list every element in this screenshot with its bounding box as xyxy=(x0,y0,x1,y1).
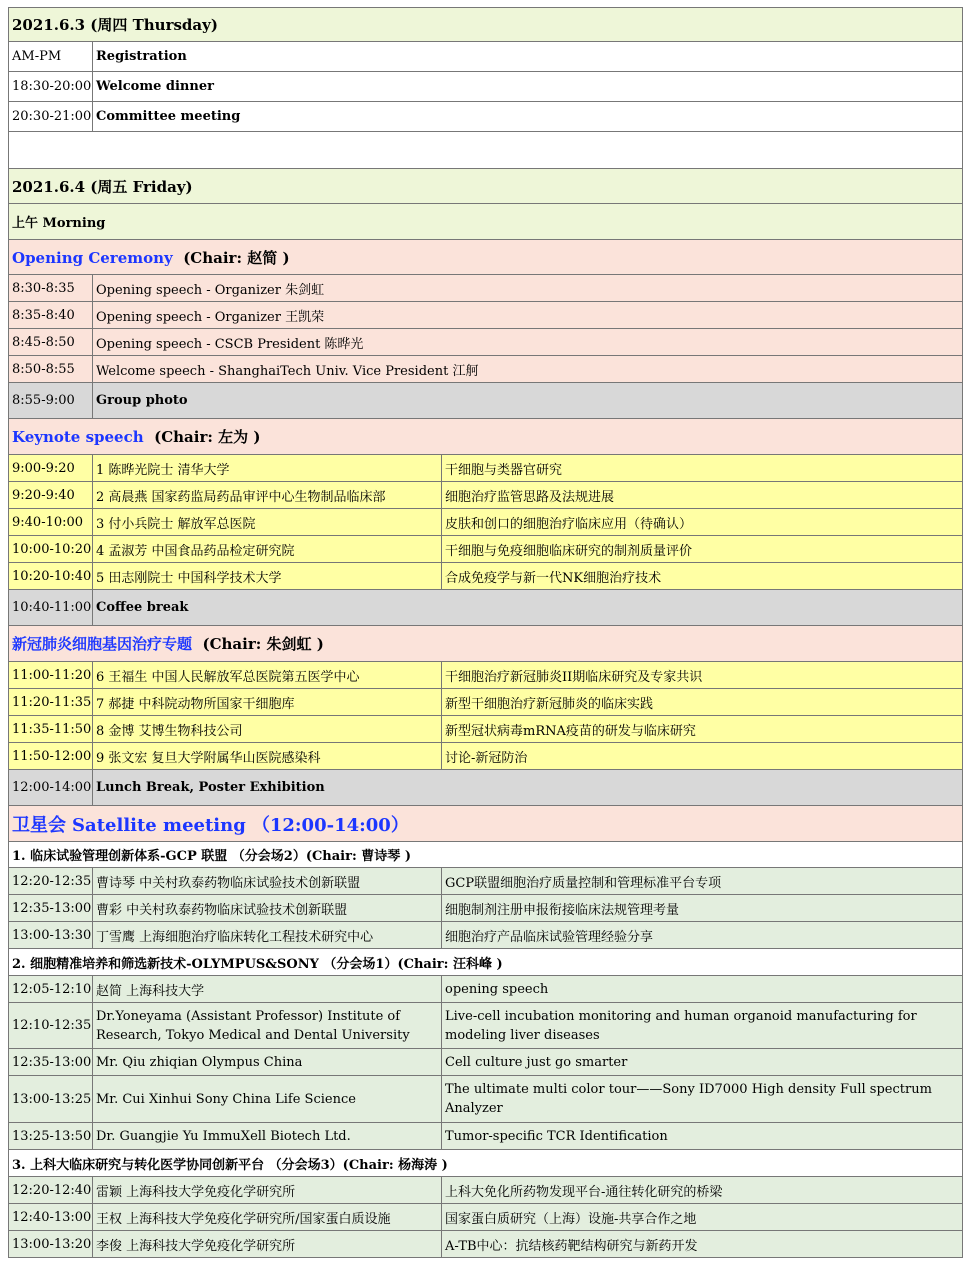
time-cell: 11:00-11:20 xyxy=(9,662,93,689)
speaker-cell: 6 王福生 中国人民解放军总医院第五医学中心 xyxy=(93,662,442,689)
time-cell: 9:00-9:20 xyxy=(9,455,93,482)
item-cell: Opening speech - Organizer 朱剑虹 xyxy=(93,275,963,302)
section-chair: (Chair: 朱剑虹 ) xyxy=(202,635,324,653)
speaker-cell: 4 孟淑芳 中国食品药品检定研究院 xyxy=(93,536,442,563)
day1-row xyxy=(9,42,963,72)
speaker-cell: 王权 上海科技大学免疫化学研究所/国家蛋白质设施 xyxy=(93,1204,442,1231)
section-chair: (Chair: 赵简 ) xyxy=(183,248,290,267)
day1-header: 2021.6.3 (周四 Thursday) xyxy=(9,8,963,42)
time-cell: 12:40-13:00 xyxy=(9,1204,93,1231)
morning-row xyxy=(9,204,963,240)
time-cell: 8:50-8:55 xyxy=(9,356,93,383)
coffee-break-row xyxy=(9,590,963,626)
satellite-time: （12:00-14:00） xyxy=(251,814,409,836)
satellite-title-cn: 卫星会 xyxy=(12,814,66,836)
time-cell: 9:20-9:40 xyxy=(9,482,93,509)
time-cell: 13:25-13:50 xyxy=(9,1123,93,1150)
sub2-row xyxy=(9,1076,963,1123)
speaker-cell: 曹彩 中关村玖泰药物临床试验技术创新联盟 xyxy=(93,895,442,922)
time-cell: 12:05-12:10 xyxy=(9,976,93,1003)
time-cell: 8:35-8:40 xyxy=(9,302,93,329)
covid-row xyxy=(9,743,963,770)
speaker-cell: Mr. Qiu zhiqian Olympus China xyxy=(93,1049,442,1076)
sub2-row xyxy=(9,1003,963,1049)
speaker-cell: 9 张文宏 复旦大学附属华山医院感染科 xyxy=(93,743,442,770)
speaker-cell: Mr. Cui Xinhui Sony China Life Science xyxy=(93,1076,442,1123)
time-cell: 12:35-13:00 xyxy=(9,895,93,922)
speaker-cell: 7 郝捷 中科院动物所国家干细胞库 xyxy=(93,689,442,716)
sub2-row xyxy=(9,1049,963,1076)
sub-session-title-row xyxy=(9,949,963,976)
opening-header-row xyxy=(9,240,963,275)
sub3-row xyxy=(9,1177,963,1204)
topic-cell: 新型干细胞治疗新冠肺炎的临床实践 xyxy=(442,689,963,716)
speaker-cell: Dr. Guangjie Yu ImmuXell Biotech Ltd. xyxy=(93,1123,442,1150)
opening-row xyxy=(9,356,963,383)
opening-row xyxy=(9,302,963,329)
day1-row xyxy=(9,72,963,102)
covid-row xyxy=(9,716,963,743)
keynote-row xyxy=(9,536,963,563)
speaker-cell: 3 付小兵院士 解放军总医院 xyxy=(93,509,442,536)
topic-cell: 干细胞与类器官研究 xyxy=(442,455,963,482)
sub1-row xyxy=(9,922,963,949)
time-cell: AM-PM xyxy=(9,42,93,72)
keynote-header xyxy=(9,419,963,455)
time-cell: 9:40-10:00 xyxy=(9,509,93,536)
item-cell: Welcome dinner xyxy=(93,72,963,102)
opening-header xyxy=(9,240,963,275)
topic-cell: The ultimate multi color tour——Sony ID7000 High density Full spectrum Analyzer xyxy=(442,1076,963,1123)
topic-cell: Live-cell incubation monitoring and human organoid manufacturing for modeling liver diseases xyxy=(442,1003,963,1049)
speaker-cell: 丁雪鹰 上海细胞治疗临床转化工程技术研究中心 xyxy=(93,922,442,949)
sub1-row xyxy=(9,895,963,922)
section-chair: (Chair: 左为 ) xyxy=(154,428,261,446)
speaker-cell: 8 金博 艾博生物科技公司 xyxy=(93,716,442,743)
satellite-header xyxy=(9,806,963,842)
day2-header: 2021.6.4 (周五 Friday) xyxy=(9,169,963,204)
time-cell: 13:00-13:25 xyxy=(9,1076,93,1123)
day1-header-row xyxy=(9,8,963,42)
time-cell: 8:30-8:35 xyxy=(9,275,93,302)
covid-header xyxy=(9,626,963,662)
topic-cell: 上科大免化所药物发现平台-通往转化研究的桥梁 xyxy=(442,1177,963,1204)
time-cell: 10:40-11:00 xyxy=(9,590,93,626)
time-cell: 11:50-12:00 xyxy=(9,743,93,770)
topic-cell: Tumor-specific TCR Identification xyxy=(442,1123,963,1150)
time-cell: 12:35-13:00 xyxy=(9,1049,93,1076)
sub3-row xyxy=(9,1231,963,1258)
time-cell: 13:00-13:20 xyxy=(9,1231,93,1258)
sub-session-title: 1. 临床试验管理创新体系-GCP 联盟 （分会场2）(Chair: 曹诗琴 ) xyxy=(9,842,963,868)
time-cell: 8:45-8:50 xyxy=(9,329,93,356)
section-title: Keynote speech xyxy=(12,428,144,446)
section-title: Opening Ceremony xyxy=(12,248,173,267)
topic-cell: 细胞制剂注册申报衔接临床法规管理考量 xyxy=(442,895,963,922)
sub-session-title: 2. 细胞精准培养和筛选新技术-OLYMPUS&SONY （分会场1）(Chair: 汪科峰 ) xyxy=(9,949,963,976)
topic-cell: 皮肤和创口的细胞治疗临床应用（待确认） xyxy=(442,509,963,536)
time-cell: 20:30-21:00 xyxy=(9,102,93,132)
sub-session-title: 3. 上科大临床研究与转化医学协同创新平台 （分会场3）(Chair: 杨海涛 ) xyxy=(9,1150,963,1177)
topic-cell: 干细胞与免疫细胞临床研究的制剂质量评价 xyxy=(442,536,963,563)
speaker-cell: 赵简 上海科技大学 xyxy=(93,976,442,1003)
satellite-header-row xyxy=(9,806,963,842)
speaker-cell: 5 田志刚院士 中国科学技术大学 xyxy=(93,563,442,590)
time-cell: 8:55-9:00 xyxy=(9,383,93,419)
topic-cell: Cell culture just go smarter xyxy=(442,1049,963,1076)
day2-header-row xyxy=(9,169,963,204)
covid-row xyxy=(9,689,963,716)
opening-row xyxy=(9,329,963,356)
sub1-row xyxy=(9,868,963,895)
time-cell: 12:00-14:00 xyxy=(9,770,93,806)
speaker-cell: Dr.Yoneyama (Assistant Professor) Institute of Research, Tokyo Medical and Dental University xyxy=(93,1003,442,1049)
topic-cell: opening speech xyxy=(442,976,963,1003)
item-cell: Opening speech - Organizer 王凯荣 xyxy=(93,302,963,329)
item-cell: Coffee break xyxy=(93,590,963,626)
topic-cell: 细胞治疗监管思路及法规进展 xyxy=(442,482,963,509)
speaker-cell: 李俊 上海科技大学免疫化学研究所 xyxy=(93,1231,442,1258)
spacer-row xyxy=(9,132,963,169)
covid-header-row xyxy=(9,626,963,662)
topic-cell: 国家蛋白质研究（上海）设施-共享合作之地 xyxy=(442,1204,963,1231)
speaker-cell: 雷颖 上海科技大学免疫化学研究所 xyxy=(93,1177,442,1204)
time-cell: 12:10-12:35 xyxy=(9,1003,93,1049)
speaker-cell: 曹诗琴 中关村玖泰药物临床试验技术创新联盟 xyxy=(93,868,442,895)
item-cell: Opening speech - CSCB President 陈晔光 xyxy=(93,329,963,356)
time-cell: 18:30-20:00 xyxy=(9,72,93,102)
schedule-table xyxy=(8,7,963,1258)
topic-cell: 讨论-新冠防治 xyxy=(442,743,963,770)
item-cell: Lunch Break, Poster Exhibition xyxy=(93,770,963,806)
group-photo-row xyxy=(9,383,963,419)
opening-row xyxy=(9,275,963,302)
section-title: 新冠肺炎细胞基因治疗专题 xyxy=(12,635,193,653)
keynote-row xyxy=(9,482,963,509)
topic-cell: 干细胞治疗新冠肺炎II期临床研究及专家共识 xyxy=(442,662,963,689)
keynote-row xyxy=(9,563,963,590)
topic-cell: 合成免疫学与新一代NK细胞治疗技术 xyxy=(442,563,963,590)
speaker-cell: 1 陈晔光院士 清华大学 xyxy=(93,455,442,482)
covid-row xyxy=(9,662,963,689)
keynote-header-row xyxy=(9,419,963,455)
lunch-row xyxy=(9,770,963,806)
empty-cell xyxy=(9,132,963,169)
time-cell: 13:00-13:30 xyxy=(9,922,93,949)
time-cell: 12:20-12:40 xyxy=(9,1177,93,1204)
keynote-row xyxy=(9,509,963,536)
day1-row xyxy=(9,102,963,132)
satellite-title-en: Satellite meeting xyxy=(72,814,246,836)
item-cell: Committee meeting xyxy=(93,102,963,132)
time-cell: 10:00-10:20 xyxy=(9,536,93,563)
sub3-row xyxy=(9,1204,963,1231)
time-cell: 12:20-12:35 xyxy=(9,868,93,895)
morning-label: 上午 Morning xyxy=(9,204,963,240)
sub-session-title-row xyxy=(9,842,963,868)
time-cell: 11:35-11:50 xyxy=(9,716,93,743)
sub-session-title-row xyxy=(9,1150,963,1177)
sub2-row xyxy=(9,976,963,1003)
keynote-row xyxy=(9,455,963,482)
topic-cell: 新型冠状病毒mRNA疫苗的研发与临床研究 xyxy=(442,716,963,743)
item-cell: Welcome speech - ShanghaiTech Univ. Vice President 江舸 xyxy=(93,356,963,383)
item-cell: Group photo xyxy=(93,383,963,419)
item-cell: Registration xyxy=(93,42,963,72)
topic-cell: 细胞治疗产品临床试验管理经验分享 xyxy=(442,922,963,949)
time-cell: 11:20-11:35 xyxy=(9,689,93,716)
topic-cell: GCP联盟细胞治疗质量控制和管理标准平台专项 xyxy=(442,868,963,895)
sub2-row xyxy=(9,1123,963,1150)
time-cell: 10:20-10:40 xyxy=(9,563,93,590)
topic-cell: A-TB中心：抗结核药靶结构研究与新药开发 xyxy=(442,1231,963,1258)
speaker-cell: 2 高晨燕 国家药监局药品审评中心生物制品临床部 xyxy=(93,482,442,509)
